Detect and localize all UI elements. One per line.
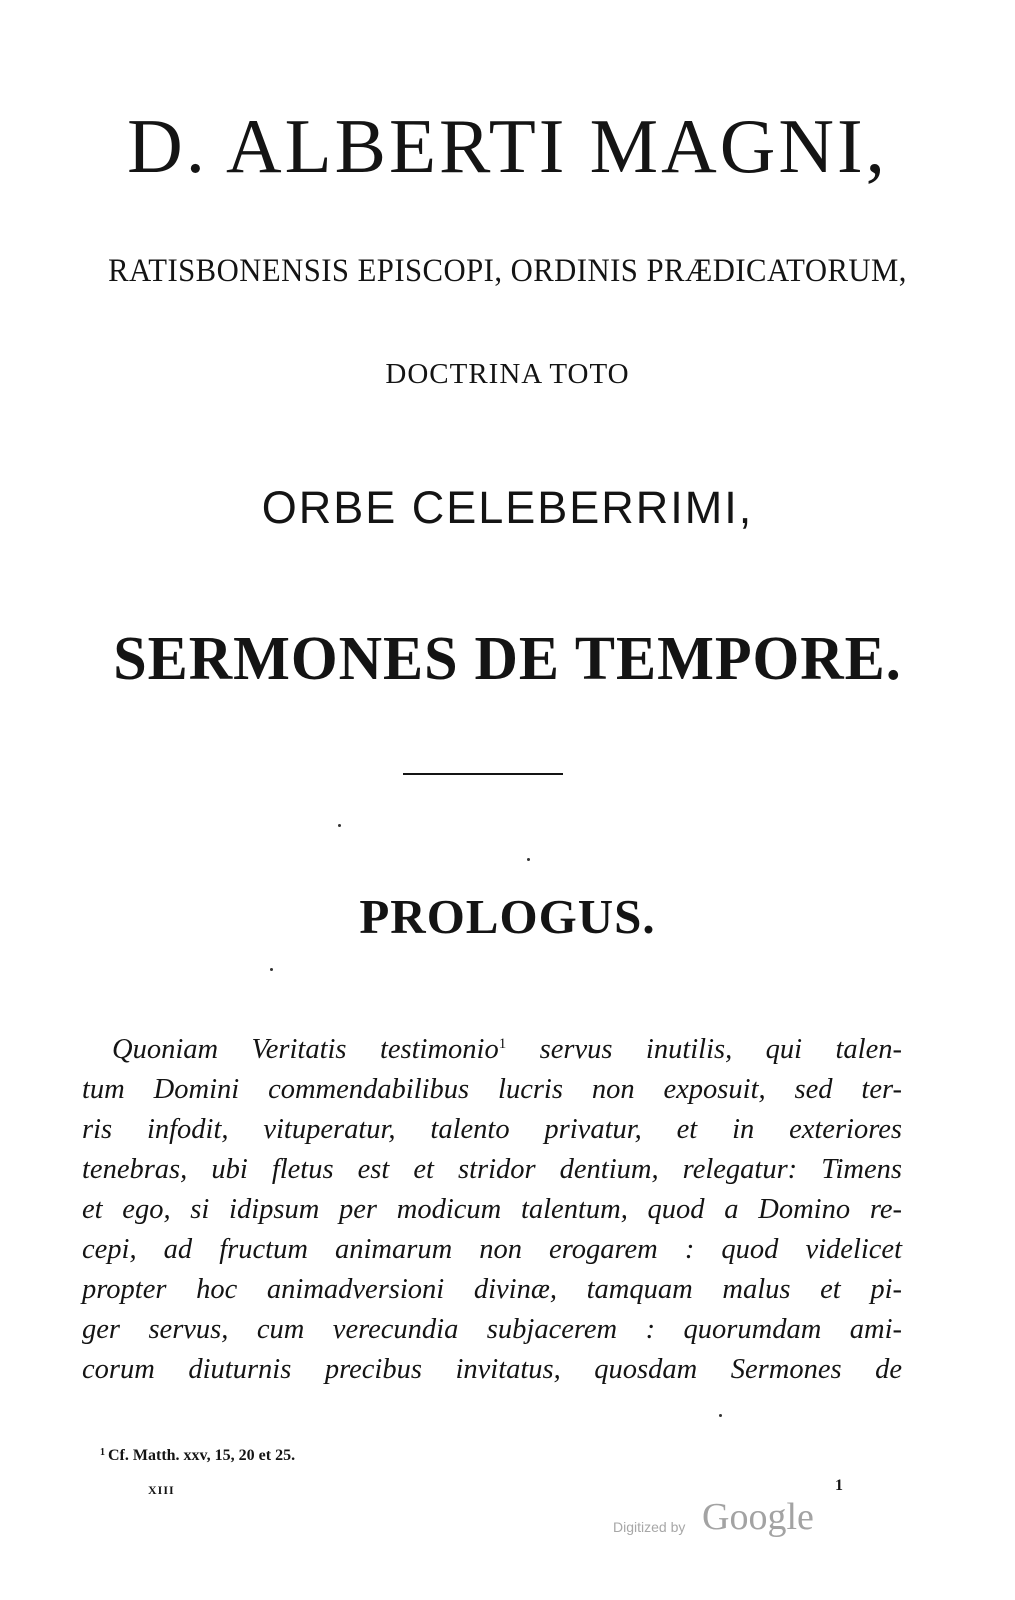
footnote-mark: 1 (100, 1447, 105, 1458)
print-speck (338, 824, 341, 827)
body-line-6: cepi, ad fructum animarum non erogarem : quod videlicet (82, 1234, 902, 1265)
footnote-reference: 1 (498, 1036, 507, 1052)
print-speck (527, 858, 530, 861)
print-speck (719, 1414, 722, 1417)
digitized-by-label: Digitized by (613, 1519, 686, 1535)
body-line-8: ger servus, cum verecundia subjacerem : quorumdam ami- (82, 1314, 902, 1345)
work-title: SERMONES DE TEMPORE. (113, 625, 902, 693)
subtitle-doctrina: DOCTRINA TOTO (385, 358, 630, 390)
subtitle-orbe: ORBE CELEBERRIMI, (261, 482, 754, 533)
title-divider-rule (403, 773, 563, 775)
page-number: 1 (835, 1477, 843, 1494)
prologue-body (82, 1030, 902, 1390)
body-line-1: Quoniam Veritatis testimonio$^1$ servus inutilis, qui talen- (112, 1034, 902, 1065)
footnote (100, 1448, 295, 1464)
body-line-5: et ego, si idipsum per modicum talentum, quod a Domino re- (82, 1194, 902, 1225)
author-office-line: RATISBONENSIS EPISCOPI, ORDINIS PRÆDICATORUM, (108, 253, 907, 289)
footnote-text: Cf. Matth. xxv, 15, 20 et 25. (108, 1447, 296, 1464)
body-line-7: propter hoc animadversioni divinæ, tamquam malus et pi- (82, 1274, 902, 1305)
body-line-9: corum diuturnis precibus invitatus, quosdam Sermones de (82, 1354, 902, 1385)
google-watermark-logo: Google (702, 1496, 814, 1538)
signature-mark: XIII (148, 1483, 175, 1497)
body-line-3: ris infodit, vituperatur, talento privatur, et in exteriores (82, 1114, 902, 1145)
body-line-2: tum Domini commendabilibus lucris non exposuit, sed ter- (82, 1074, 902, 1105)
author-title: D. ALBERTI MAGNI, (127, 103, 888, 189)
print-speck (270, 968, 273, 971)
body-line-4: tenebras, ubi fletus est et stridor dentium, relegatur: Timens (82, 1154, 902, 1185)
section-heading-prologus: PROLOGUS. (359, 889, 656, 944)
